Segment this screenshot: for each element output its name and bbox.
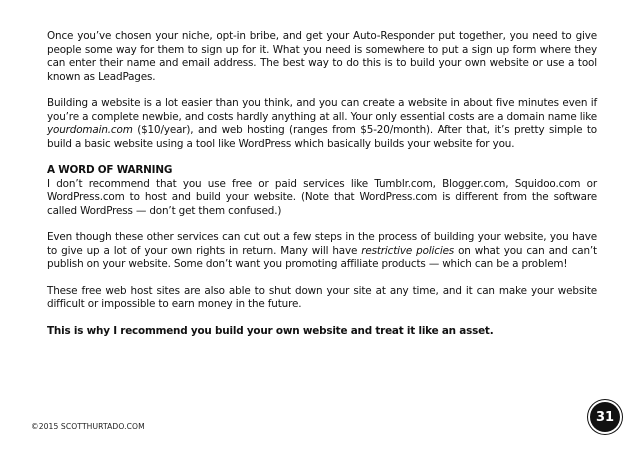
copyright-footer: ©2015 SCOTTHURTADO.COM [31, 422, 145, 431]
page-content [47, 30, 597, 338]
restrictions-text-2: on what you can and can’t publish on your website. Some don’t want you promoting affiliate products — which can be a problem! [47, 244, 597, 270]
shutdown-paragraph: These free web host sites are also able to shut down your site at any time, and it can make your website difficult or impossible to earn money in the future. [47, 284, 597, 310]
intro-paragraph: Once you’ve chosen your niche, opt-in bribe, and get your Auto-Responder put together, you need to give people some way for them to sign up for it. What you need is somewhere to put a sign up form where they can enter their name and email address. The best way to do this is to build your own website or use a tool known as LeadPages. [47, 30, 597, 83]
website-cost-text-1: Building a website is a lot easier than you think, and you can create a website in about five minutes even if you’re a complete newbie, and costs hardly anything at all. Your only essential costs are a domain name like [47, 97, 597, 123]
restrictive-policies-emphasis: restrictive policies [361, 244, 455, 257]
domain-example: yourdomain.com [47, 124, 133, 136]
restrictions-text-1: Even though these other services can cut out a few steps in the process of building your website, you have to give up a lot of your own rights in return. Many will have [47, 231, 597, 257]
warning-heading: A WORD OF WARNING [47, 164, 173, 176]
page-number-badge: 31 [590, 402, 620, 432]
warning-block [47, 164, 597, 178]
website-cost-paragraph [47, 97, 597, 151]
restrictions-paragraph [47, 231, 597, 272]
conclusion-statement: This is why I recommend you build your own website and treat it like an asset. [47, 324, 494, 337]
warning-paragraph: I don’t recommend that you use free or paid services like Tumblr.com, Blogger.com, Squidoo.com or WordPress.com to host and build your website. (Note that WordPress.com is different from the software called WordPress — don’t get them confused.) [47, 177, 597, 217]
website-cost-text-2: ($10/year), and web hosting (ranges from $5-20/month). After that, it’s pretty simple to build a basic website using a tool like WordPress which basically builds your website for you. [47, 124, 597, 150]
